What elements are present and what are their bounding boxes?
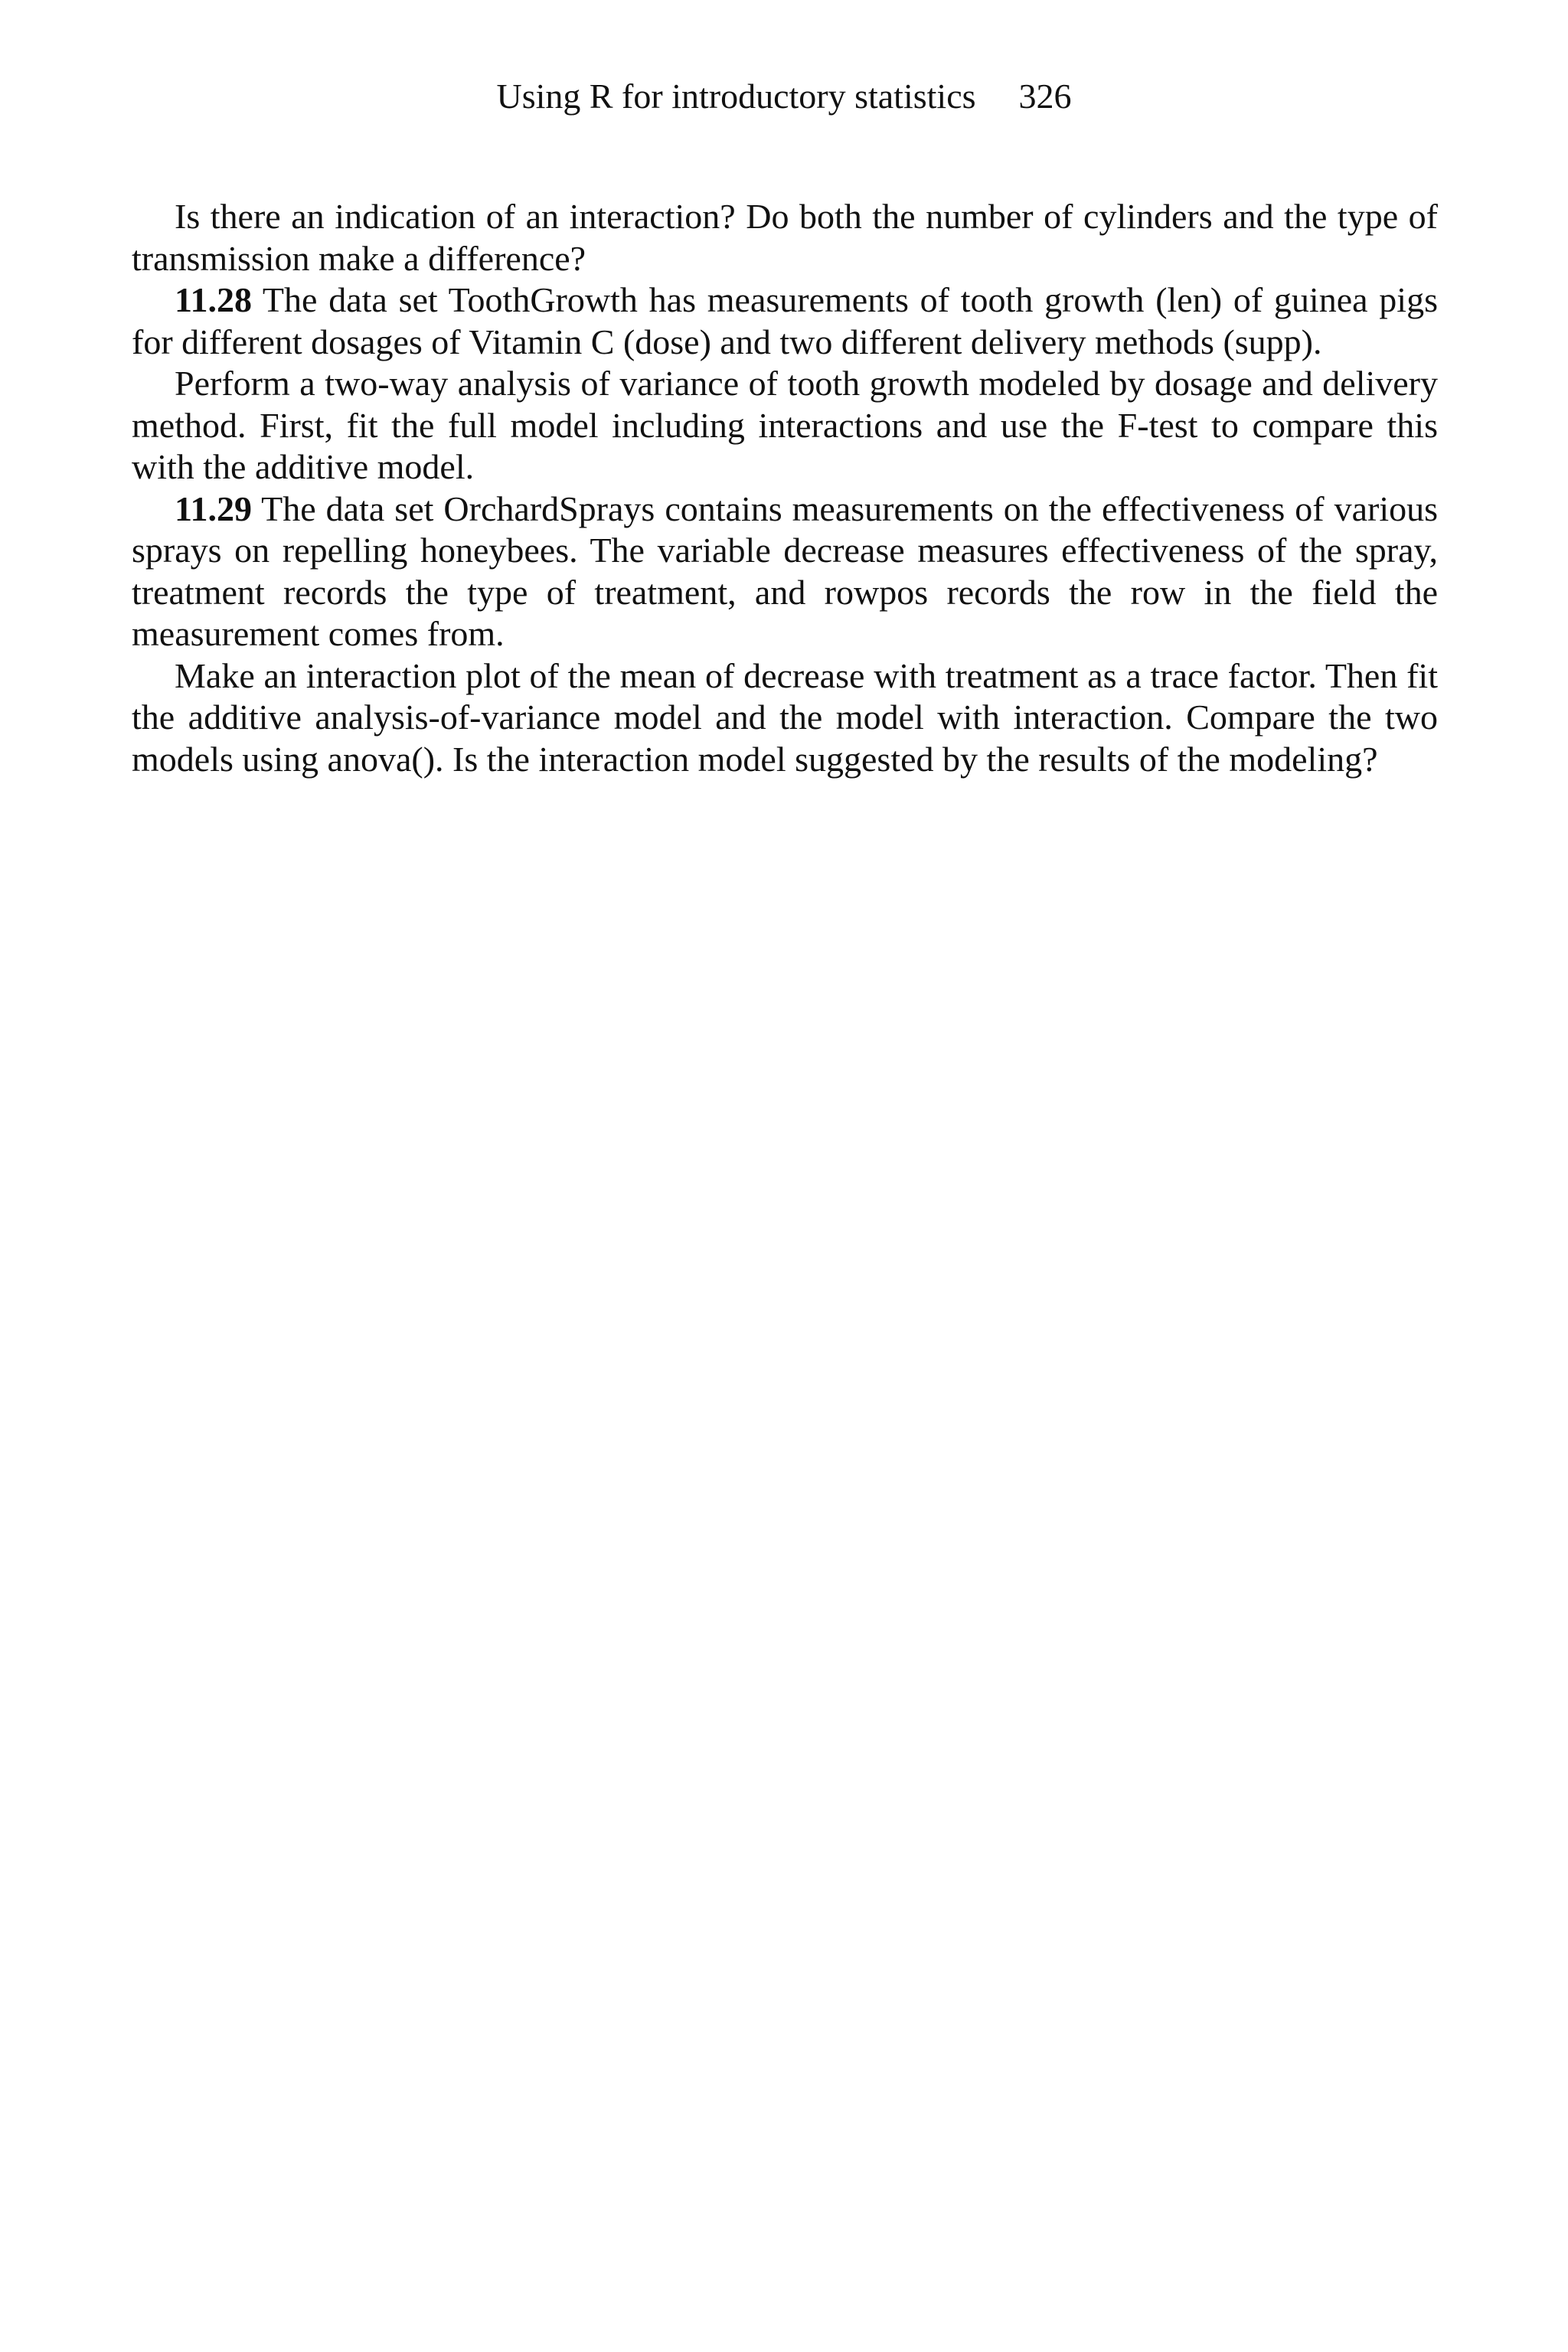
- running-header: [0, 74, 1568, 119]
- exercise-11-29: [132, 488, 1438, 655]
- paragraph-continuation: [132, 196, 1438, 279]
- paragraph-text: The data set OrchardSprays contains measurements on the effectiveness of various sprays on repelling honeybees. The variable decrease measures effectiveness of the spray, treatment records the type of treatment, and rowpos records the row in the field the measurement comes from.: [132, 488, 1438, 653]
- paragraph-text: Perform a two-way analysis of variance of tooth growth modeled by dosage and delivery method. First, fit the full model including interactions and use the F-test to compare this with the additive model.: [132, 364, 1438, 486]
- paragraph-text: The data set ToothGrowth has measurements of tooth growth (len) of guinea pigs for different dosages of Vitamin C (dose) and two different delivery methods (supp).: [132, 280, 1438, 361]
- exercise-11-28-instructions: [132, 363, 1438, 488]
- paragraph-text: Make an interaction plot of the mean of decrease with treatment as a trace factor. Then fit the additive analysis-of-variance model and the model with interaction. Compare the two models using anova(). Is the interaction model suggested by the results of the modeling?: [132, 655, 1438, 779]
- exercise-11-28: [132, 279, 1438, 363]
- paragraph-text: Is there an indication of an interaction? Do both the number of cylinders and the type of transmission make a difference?: [132, 197, 1438, 278]
- exercise-number: 11.28: [175, 280, 252, 319]
- body-text: [132, 196, 1438, 780]
- page-number: 326: [1018, 77, 1072, 116]
- running-title: Using R for introductory statistics: [496, 77, 976, 116]
- exercise-11-29-instructions: [132, 655, 1438, 781]
- exercise-number: 11.29: [175, 488, 252, 528]
